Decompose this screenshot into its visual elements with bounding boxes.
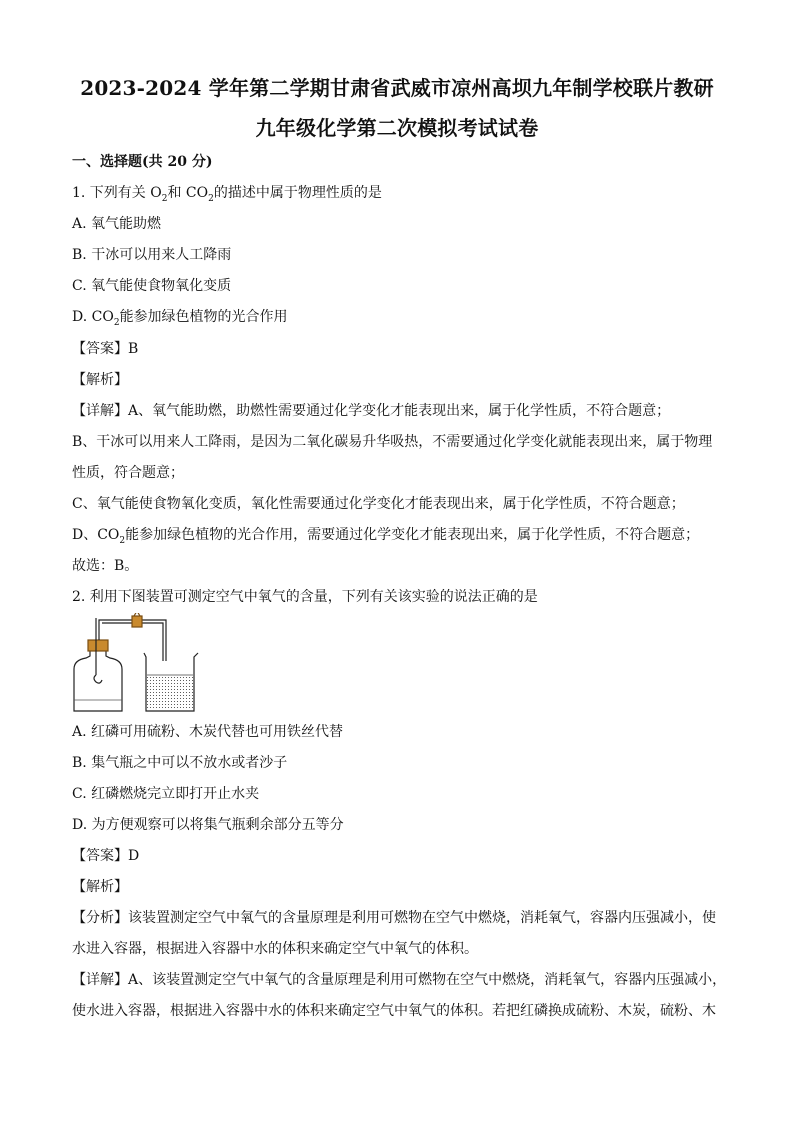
answer-label: 【答案】	[72, 848, 128, 864]
q1-option-d-part: D. CO	[72, 309, 114, 325]
q1-option-c: C. 氧气能使食物氧化变质	[72, 278, 232, 294]
q2-detail-2: 使水进入容器，根据进入容器中水的体积来确定空气中氧气的体积。若把红磷换成硫粉、木炭，硫粉、木	[72, 1003, 716, 1019]
q1-detail-b2: 性质，符合题意；	[72, 465, 184, 481]
detail-label: 【详解】	[72, 972, 128, 988]
q2-detail-1	[72, 970, 727, 990]
q2-fenxi-1	[72, 908, 727, 928]
q1-answer	[72, 339, 727, 359]
q2-option-a: A. 红磷可用硫粉、木炭代替也可用铁丝代替	[72, 724, 344, 740]
q1-detail-a	[72, 401, 727, 421]
q2-fenxi-2: 水进入容器，根据进入容器中水的体积来确定空气中氧气的体积。	[72, 941, 478, 957]
q1-stem-part: 1. 下列有关 O	[72, 185, 162, 201]
q1-option-d-part: 能参加绿色植物的光合作用	[119, 309, 288, 325]
q1-stem-part: 的描述中属于物理性质的是	[213, 185, 382, 201]
q2-option-c: C. 红磷燃烧完立即打开止水夹	[72, 786, 260, 802]
beaker-with-water	[144, 653, 198, 711]
q1-detail-d	[72, 525, 727, 545]
answer-label: 【答案】	[72, 341, 128, 357]
detail-text: A、该装置测定空气中氧气的含量原理是利用可燃物在空气中燃烧，消耗氧气，容器内压强减小，	[128, 972, 727, 988]
q2-answer	[72, 846, 727, 866]
detail-text: D、CO	[72, 527, 120, 543]
q1-detail-b1: B、干冰可以用来人工降雨，是因为二氧化碳易升华吸热，不需要通过化学变化就能表现出来，属于物理	[72, 434, 713, 450]
detail-text: A、氧气能助燃，助燃性需要通过化学变化才能表现出来，属于化学性质，不符合题意；	[128, 403, 671, 419]
fenxi-label: 【分析】	[72, 910, 128, 926]
exam-title-line1: 2023-2024 学年第二学期甘肃省武威市凉州高坝九年制学校联片教研	[80, 76, 714, 100]
oxygen-measurement-apparatus-diagram	[68, 613, 208, 717]
section-heading: 一、选择题(共 20 分)	[72, 154, 213, 170]
q1-stem-part: 和 CO	[167, 185, 209, 201]
q1-subscript: 2	[119, 535, 126, 546]
glass-tube-with-clamp	[99, 613, 166, 661]
gas-collecting-bottle	[74, 618, 122, 711]
q2-stem: 2. 利用下图装置可测定空气中氧气的含量，下列有关该实验的说法正确的是	[72, 589, 538, 605]
q2-option-b: B. 集气瓶之中可以不放水或者沙子	[72, 755, 288, 771]
fenxi-text: 该装置测定空气中氧气的含量原理是利用可燃物在空气中燃烧，消耗氧气，容器内压强减小，使	[128, 910, 716, 926]
q1-subscript: 2	[161, 193, 168, 204]
q2-option-d: D. 为方便观察可以将集气瓶剩余部分五等分	[72, 817, 344, 833]
q2-analysis-label: 【解析】	[72, 879, 128, 895]
q1-detail-c: C、氧气能使食物氧化变质，氧化性需要通过化学变化才能表现出来，属于化学性质，不符合题意；	[72, 496, 685, 512]
q1-stem	[72, 183, 727, 203]
q1-subscript: 2	[113, 317, 120, 328]
q1-choice: 故选：B。	[72, 558, 139, 574]
answer-value: B	[128, 341, 139, 357]
q1-subscript: 2	[208, 193, 214, 204]
exam-title-line2: 九年级化学第二次模拟考试试卷	[255, 116, 539, 140]
detail-text: 能参加绿色植物的光合作用，需要通过化学变化才能表现出来，属于化学性质，不符合题意；	[125, 527, 700, 543]
q1-analysis-label: 【解析】	[72, 372, 128, 388]
detail-label: 【详解】	[72, 403, 128, 419]
q1-option-b: B. 干冰可以用来人工降雨	[72, 247, 232, 263]
q1-option-d	[72, 307, 727, 327]
q1-option-a: A. 氧气能助燃	[72, 216, 162, 232]
answer-value: D	[128, 848, 140, 864]
